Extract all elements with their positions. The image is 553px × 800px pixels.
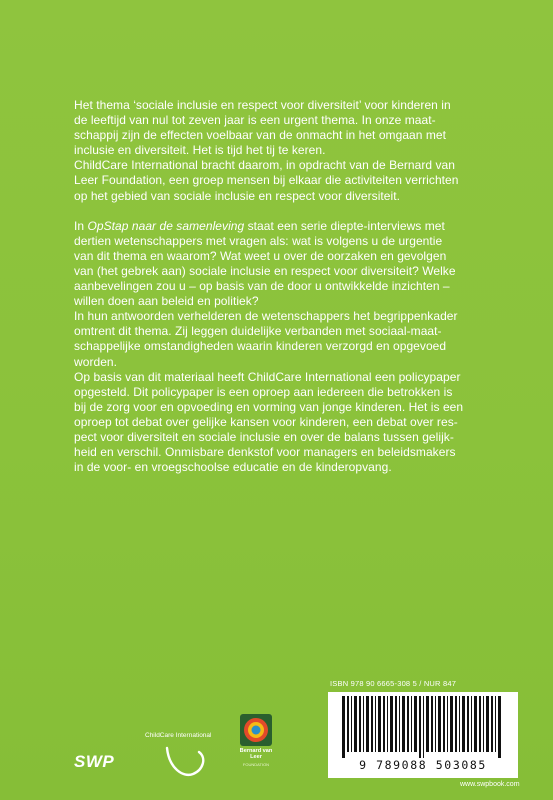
barcode-bar <box>359 696 361 752</box>
text-line: in de voor- en vroegschoolse educatie en de kinderopvang. <box>74 460 392 475</box>
barcode-bar <box>498 696 501 758</box>
barcode-bar <box>399 696 400 752</box>
barcode-bar <box>467 696 469 752</box>
barcode-bar <box>351 696 352 752</box>
book-title: OpStap naar de samenleving <box>87 218 245 233</box>
barcode-bar <box>455 696 457 752</box>
website-text: www.swpbook.com <box>460 781 520 788</box>
barcode-bar <box>371 696 373 752</box>
barcode-bar <box>414 696 417 752</box>
text-line: schappelijke omstandigheden waarin kinderen verzorgd en opgevoed <box>74 339 447 354</box>
text-line: ChildCare International bracht daarom, in opdracht van de Bernard van <box>74 158 456 173</box>
text-line <box>74 219 526 234</box>
text-line: dertien wetenschappers met vragen als: wat is volgens u de urgentie <box>74 233 443 248</box>
text-line: worden. <box>74 354 118 369</box>
barcode-bar <box>491 696 493 752</box>
barcode-bar <box>486 696 489 752</box>
text-line: Op basis van dit materiaal heeft ChildCare International een policypaper <box>74 369 461 384</box>
text-line: willen doen aan beleid en politiek? <box>74 294 259 309</box>
isbn-text: ISBN 978 90 6665-308 5 / NUR 847 <box>330 679 457 688</box>
swp-logo: SWP <box>74 752 115 771</box>
barcode-bar <box>483 696 484 752</box>
barcode-bar <box>426 696 429 752</box>
barcode-bar <box>431 696 433 752</box>
bernard-logo-subtext: FOUNDATION <box>242 762 270 767</box>
text-line: de leeftijd van nul tot zeven jaar is een urgent thema. In onze maat- <box>74 113 436 128</box>
text-line: op het gebied van sociale inclusie en respect voor diversiteit. <box>74 188 401 203</box>
text-line: aanbevelingen zou u – op basis van de door u ontwikkelde inzichten – <box>74 279 450 294</box>
barcode-bar <box>447 696 448 752</box>
barcode-bar <box>375 696 376 752</box>
barcode-bar <box>435 696 436 752</box>
text-fragment: In <box>74 218 88 233</box>
text-line: opgesteld. Dit policypaper is een oproep aan iedereen die betrokken is <box>74 384 453 399</box>
barcode-bar <box>407 696 409 752</box>
barcode-bar <box>383 696 385 752</box>
barcode-bar <box>342 696 345 758</box>
barcode-bar <box>354 696 357 752</box>
childcare-international-logo <box>145 732 235 782</box>
barcode-bar <box>459 696 460 752</box>
text-line: pect voor diversiteit en sociale inclusie en over de balans tussen gelijk- <box>74 429 454 444</box>
barcode-bar <box>450 696 453 752</box>
childcare-swirl-icon <box>163 742 215 782</box>
barcode-bars <box>340 696 506 758</box>
text-line: bij de zorg voor en opvoeding en vorming van jonge kinderen. Het is een <box>74 399 464 414</box>
barcode-bar <box>471 696 472 752</box>
barcode-bar <box>438 696 441 752</box>
barcode-bar <box>443 696 445 752</box>
text-line: omtrent dit thema. Zij leggen duidelijke verbanden met sociaal-maat- <box>74 324 442 339</box>
text-fragment: staat een serie diepte-interviews met <box>244 218 445 233</box>
text-line: Het thema ‘sociale inclusie en respect voor diversiteit’ voor kinderen in <box>74 98 451 112</box>
text-line: In hun antwoorden verhelderen de wetenschappers het begrippenkader <box>74 309 458 324</box>
text-line: heid en verschil. Onmisbare denkstof voor managers en beleidsmakers <box>74 445 456 460</box>
childcare-logo-text: ChildCare International <box>145 732 212 739</box>
text-line: van (het gebrek aan) sociale inclusie en respect voor diversiteit? Welke <box>74 263 456 278</box>
barcode-bar <box>366 696 369 752</box>
text-line: van dit thema en waarom? Wat weet u over de oorzaken en gevolgen <box>74 248 447 263</box>
barcode-bar <box>347 696 349 752</box>
barcode-bar <box>462 696 465 752</box>
barcode-bar <box>387 696 388 752</box>
barcode-bar <box>395 696 397 752</box>
barcode-bar <box>495 696 496 752</box>
barcode-bar <box>378 696 381 752</box>
barcode-bar <box>479 696 481 752</box>
text-line: Leer Foundation, een groep mensen bij elkaar die activiteiten verrichten <box>74 173 459 188</box>
blurb-text <box>74 98 526 475</box>
barcode <box>328 692 518 778</box>
text-line: oproep tot debat over gelijke kansen voor kinderen, een debat over res- <box>74 414 458 429</box>
bernard-van-leer-logo <box>238 712 274 776</box>
bernard-logo-text: Bernard van Leer <box>239 748 273 761</box>
barcode-bar <box>363 696 364 752</box>
text-line: schappij zijn de effecten voelbaar van de onmacht in het omgaan met <box>74 128 447 143</box>
barcode-bar <box>419 696 421 758</box>
bernard-van-leer-emblem-icon <box>238 712 274 748</box>
paragraph-2 <box>74 219 526 476</box>
text-line: inclusie en diversiteit. Het is tijd het tij te keren. <box>74 143 326 158</box>
paragraph-1 <box>74 98 526 204</box>
barcode-bar <box>423 696 424 758</box>
barcode-digits: 9 789088 503085 <box>359 758 487 772</box>
barcode-bar <box>402 696 405 752</box>
barcode-bar <box>390 696 393 752</box>
barcode-bar <box>474 696 477 752</box>
barcode-bar <box>411 696 412 752</box>
